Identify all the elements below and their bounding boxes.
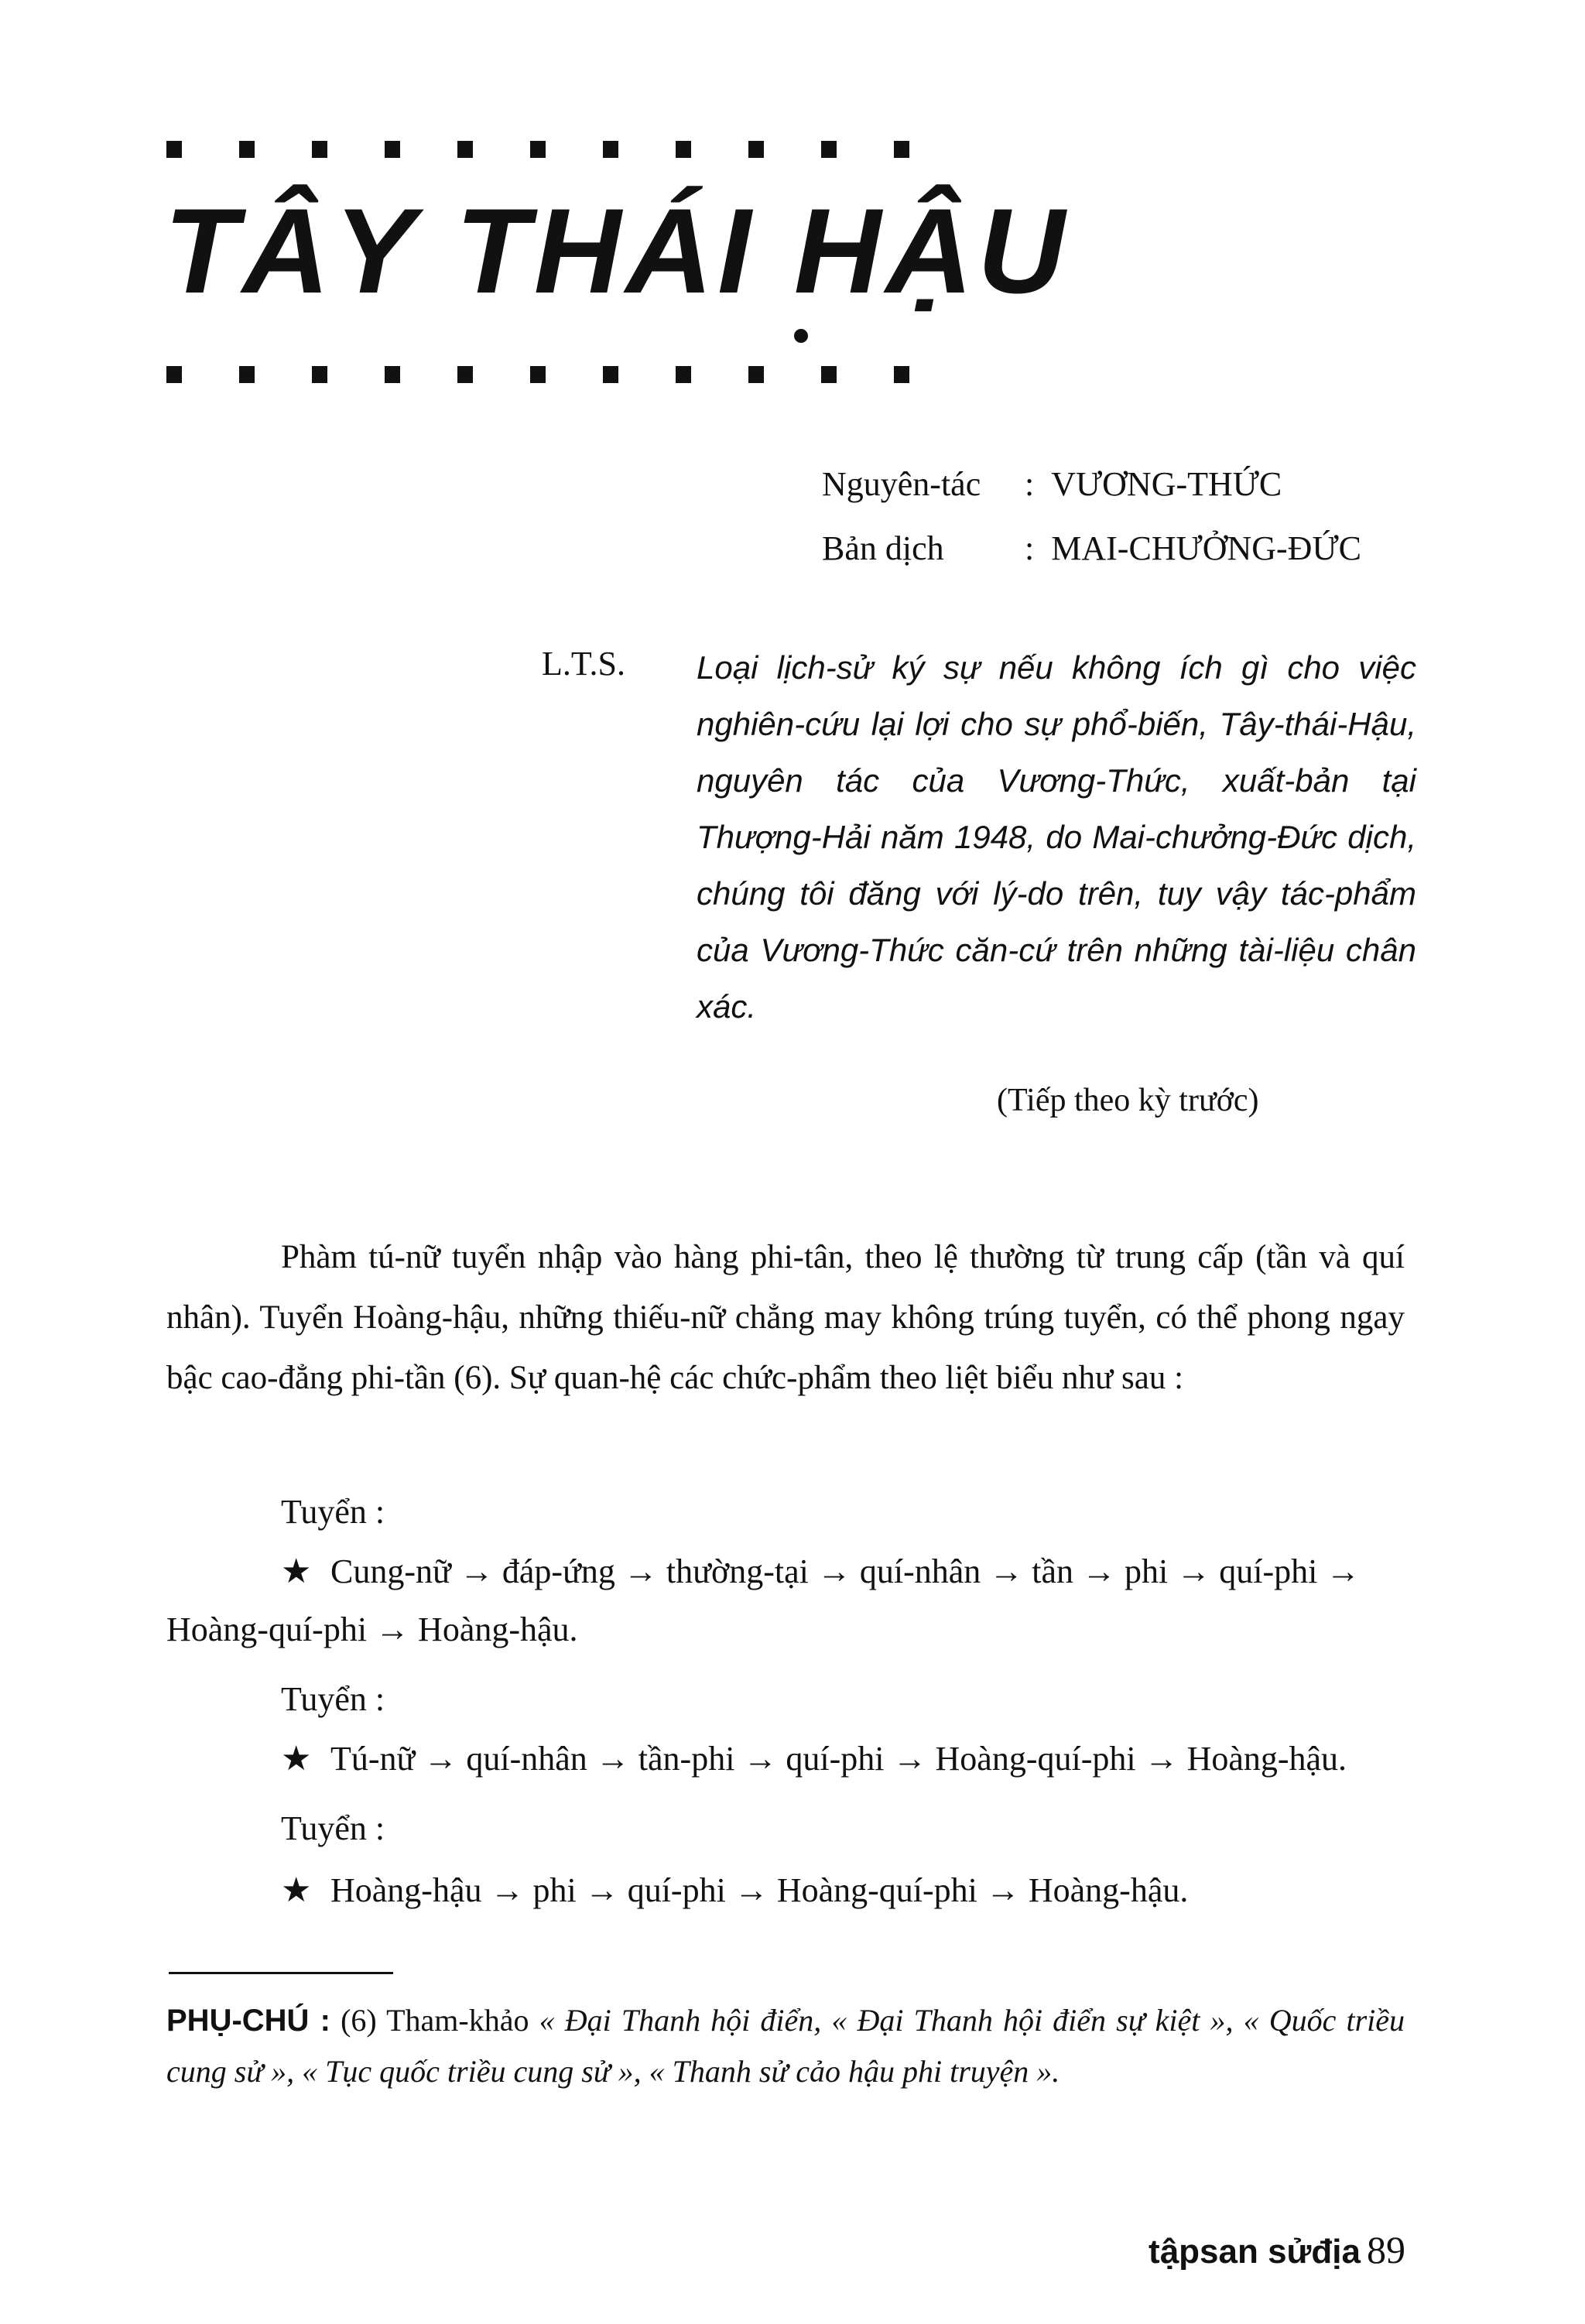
selection-chain xyxy=(281,1552,1360,1591)
star-icon: ★ xyxy=(281,1871,312,1909)
magazine-name: tậpsan sửđịa xyxy=(1149,2233,1361,2271)
editor-note-label: L.T.S. xyxy=(542,645,625,683)
footnote-ref: « Đại Thanh hội điển sự kiệt », xyxy=(831,2003,1234,2038)
credit-label: Bản dịch xyxy=(822,529,944,567)
editor-note-text: Loại lịch-sử ký sự nếu không ích gì cho việc nghiên-cứu lại lợi cho sự phổ-biến, Tây-thái-Hậu, nguyên tác của Vương-Thức, xuất-bản tại Thượng-Hải năm 1948, do Mai-chưởng-Đức dịch, chúng tôi đăng với lý-do trên, tuy vậy tác-phẩm của Vương-Thức căn-cứ trên những tài-liệu chân xác. xyxy=(697,649,1416,1025)
credit-original-author: Nguyên-tác : VƯƠNG-THỨC xyxy=(822,465,1282,503)
footnote-label: PHỤ-CHÚ : xyxy=(166,2004,330,2038)
page-footer xyxy=(1149,2227,1405,2272)
selection-label: Tuyển : xyxy=(281,1680,385,1718)
footnote xyxy=(166,1995,1405,2096)
selection-chain-text: Tú-nữ → quí-nhân → tần-phi → quí-phi → Hoàng-quí-phi → Hoàng-hậu. xyxy=(330,1740,1347,1778)
selection-chain-continued: Hoàng-quí-phi → Hoàng-hậu. xyxy=(166,1610,578,1648)
credit-value: MAI-CHƯỞNG-ĐỨC xyxy=(1051,529,1361,567)
footnote-ref: « Đại Thanh hội điển, xyxy=(539,2003,822,2038)
credit-value: VƯƠNG-THỨC xyxy=(1051,465,1282,503)
footnote-ref: « Thanh sử cảo hậu phi truyện ». xyxy=(649,2054,1060,2089)
title-dot-ornament xyxy=(794,329,808,343)
article-title: TÂY THÁI HẬU xyxy=(164,184,1070,319)
footnote-number: (6) Tham-khảo xyxy=(341,2003,529,2038)
credit-translator: Bản dịch : MAI-CHƯỞNG-ĐỨC xyxy=(822,529,1361,567)
title-ornament-top xyxy=(166,141,909,158)
selection-chain xyxy=(281,1739,1347,1778)
footnote-divider xyxy=(169,1972,393,1974)
selection-chain-text: Cung-nữ → đáp-ứng → thường-tại → quí-nhân → tần → phi → quí-phi → xyxy=(330,1552,1361,1590)
footnote-ref: « Tục quốc triều cung sử », xyxy=(302,2054,642,2089)
selection-label: Tuyển : xyxy=(281,1493,385,1531)
page-number: 89 xyxy=(1367,2228,1405,2271)
selection-chain-text: Hoàng-hậu → phi → quí-phi → Hoàng-quí-phi → Hoàng-hậu. xyxy=(330,1871,1189,1909)
credit-label: Nguyên-tác xyxy=(822,465,981,503)
selection-chain xyxy=(281,1870,1188,1910)
continued-notice: (Tiếp theo kỳ trước) xyxy=(997,1083,1259,1118)
title-ornament-bottom xyxy=(166,366,909,383)
body-paragraph: Phàm tú-nữ tuyển nhập vào hàng phi-tân, theo lệ thường từ trung cấp (tần và quí nhân). Tuyển Hoàng-hậu, những thiếu-nữ chẳng may không trúng tuyển, có thể phong ngay bậc cao-đẳng phi-tần (6). Sự quan-hệ các chức-phẩm theo liệt biểu như sau : xyxy=(166,1239,1405,1396)
selection-label: Tuyển : xyxy=(281,1809,385,1847)
star-icon: ★ xyxy=(281,1740,312,1778)
footnote-ref: « Quốc triều cung sử », xyxy=(166,2003,1405,2089)
star-icon: ★ xyxy=(281,1552,312,1590)
